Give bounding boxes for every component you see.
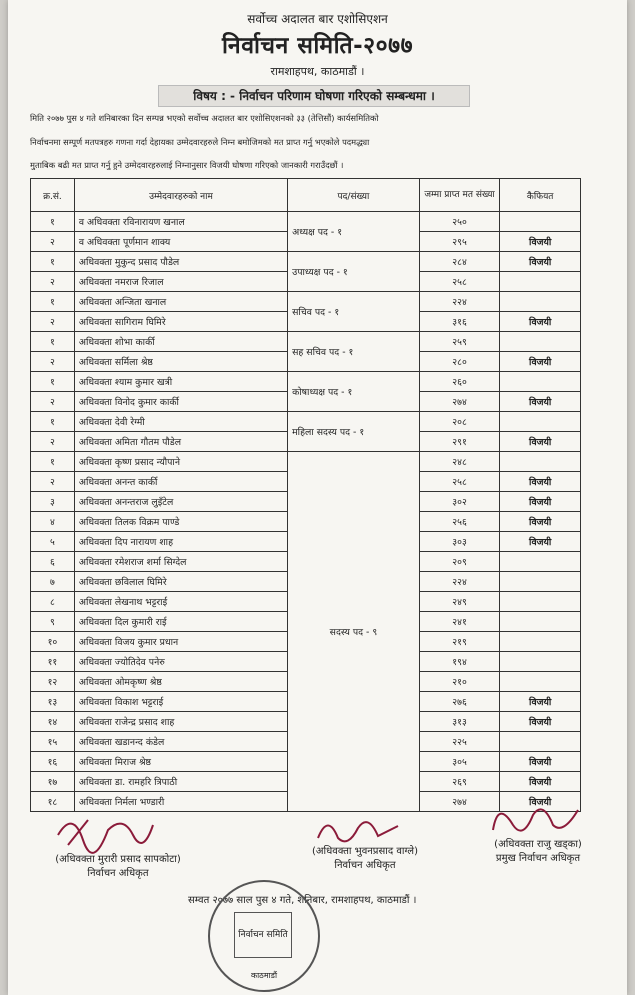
cell-candidate-name: अधिवक्ता लेखनाथ भट्टराई: [74, 592, 287, 612]
cell-post: महिला सदस्य पद - १: [288, 412, 420, 452]
cell-remark: विजयी: [500, 472, 581, 492]
cell-votes: ३१३: [419, 712, 500, 732]
cell-candidate-name: अधिवक्ता देवी रेग्मी: [74, 412, 287, 432]
cell-candidate-name: अधिवक्ता मुकुन्द प्रसाद पौडेल: [74, 252, 287, 272]
cell-candidate-name: अधिवक्ता विजय कुमार प्रधान: [74, 632, 287, 652]
cell-sn: १५: [31, 732, 75, 752]
cell-remark: [500, 672, 581, 692]
intro-line-2: निर्वाचनमा सम्पूर्ण मतपत्रहरु गणना गर्दा देहायका उम्मेदवारहरुले निम्न बमोजिमको मत प्राप्त गर्नु भएकोले पदमद्ध्या: [30, 137, 370, 147]
cell-remark: विजयी: [500, 772, 581, 792]
cell-votes: २२४: [419, 292, 500, 312]
cell-votes: २२४: [419, 572, 500, 592]
signature-2-name: (अधिवक्ता भुवनप्रसाद वाग्ले): [312, 846, 418, 857]
footer-date: सम्वत २०७७ साल पुस ४ गते, शनिबार, रामशाहपथ, काठमाडौं ।: [188, 895, 417, 906]
cell-candidate-name: अधिवक्ता श्याम कुमार खत्री: [74, 372, 287, 392]
cell-remark: [500, 632, 581, 652]
cell-sn: २: [31, 352, 75, 372]
cell-post: कोषाध्यक्ष पद - १: [288, 372, 420, 412]
cell-remark: विजयी: [500, 232, 581, 252]
cell-remark: [500, 292, 581, 312]
table-row: [31, 212, 581, 232]
cell-votes: ३०३: [419, 532, 500, 552]
cell-votes: २४१: [419, 612, 500, 632]
signature-1-role: निर्वाचन अधिकृत: [87, 868, 149, 879]
document-title: निर्वाचन समिति-२०७७: [221, 33, 414, 59]
cell-votes: २९५: [419, 232, 500, 252]
cell-remark: विजयी: [500, 512, 581, 532]
signature-3: [453, 838, 623, 866]
cell-remark: [500, 612, 581, 632]
cell-votes: २१०: [419, 672, 500, 692]
cell-remark: विजयी: [500, 692, 581, 712]
cell-candidate-name: अधिवक्ता कृष्ण प्रसाद न्यौपाने: [74, 452, 287, 472]
signature-3-role: प्रमुख निर्वाचन अधिकृत: [495, 853, 581, 864]
table-row: [31, 252, 581, 272]
cell-sn: १: [31, 452, 75, 472]
cell-candidate-name: अधिवक्ता दिल कुमारी राई: [74, 612, 287, 632]
cell-sn: ४: [31, 512, 75, 532]
cell-candidate-name: अधिवक्ता रमेशराज शर्मा सिग्देल: [74, 552, 287, 572]
cell-remark: विजयी: [500, 492, 581, 512]
signature-1-name: (अधिवक्ता मुरारी प्रसाद सापकोटा): [55, 854, 181, 865]
cell-post: सदस्य पद - ९: [288, 452, 420, 812]
cell-remark: [500, 732, 581, 752]
header-name: उम्मेदवारहरुको नाम: [74, 179, 287, 212]
header-sn: क्र.सं.: [31, 179, 75, 212]
signature-1-mark: [48, 805, 158, 855]
cell-candidate-name: अधिवक्ता शोभा कार्की: [74, 332, 287, 352]
cell-votes: २६९: [419, 772, 500, 792]
cell-remark: विजयी: [500, 752, 581, 772]
cell-sn: २: [31, 472, 75, 492]
cell-candidate-name: अधिवक्ता ज्योतिदेव पनेरु: [74, 652, 287, 672]
cell-votes: २७४: [419, 792, 500, 812]
cell-post: अध्यक्ष पद - १: [288, 212, 420, 252]
cell-sn: १८: [31, 792, 75, 812]
cell-remark: [500, 452, 581, 472]
signature-3-name: (अधिवक्ता राजु खड्का): [494, 839, 582, 850]
cell-votes: २२५: [419, 732, 500, 752]
cell-sn: ५: [31, 532, 75, 552]
cell-candidate-name: अधिवक्ता अमिता गौतम पौडेल: [74, 432, 287, 452]
cell-candidate-name: अधिवक्ता अन्जिता खनाल: [74, 292, 287, 312]
cell-post: सह सचिव पद - १: [288, 332, 420, 372]
cell-candidate-name: अधिवक्ता सर्मिला श्रेष्ठ: [74, 352, 287, 372]
table-body: [31, 212, 581, 812]
cell-remark: विजयी: [500, 352, 581, 372]
cell-remark: विजयी: [500, 792, 581, 812]
cell-candidate-name: अधिवक्ता डा. रामहरि त्रिपाठी: [74, 772, 287, 792]
results-table: [30, 178, 581, 812]
cell-remark: [500, 652, 581, 672]
cell-remark: [500, 332, 581, 352]
cell-sn: १७: [31, 772, 75, 792]
cell-votes: २०८: [419, 412, 500, 432]
cell-candidate-name: अधिवक्ता तिलक विक्रम पाण्डे: [74, 512, 287, 532]
cell-remark: [500, 592, 581, 612]
cell-votes: २६०: [419, 372, 500, 392]
cell-sn: १६: [31, 752, 75, 772]
cell-remark: विजयी: [500, 312, 581, 332]
table-row: [31, 372, 581, 392]
cell-sn: २: [31, 272, 75, 292]
place-line: रामशाहपथ, काठमाडौं ।: [270, 65, 365, 78]
cell-candidate-name: अधिवक्ता निर्मला भण्डारी: [74, 792, 287, 812]
cell-votes: २५०: [419, 212, 500, 232]
cell-candidate-name: अधिवक्ता विकाश भट्टराई: [74, 692, 287, 712]
cell-sn: १०: [31, 632, 75, 652]
cell-candidate-name: अधिवक्ता सागिराम घिमिरे: [74, 312, 287, 332]
cell-candidate-name: व अधिवक्ता पूर्णमान शाक्य: [74, 232, 287, 252]
cell-candidate-name: अधिवक्ता खडानन्द कंडेल: [74, 732, 287, 752]
cell-sn: १४: [31, 712, 75, 732]
cell-remark: [500, 572, 581, 592]
cell-candidate-name: व अधिवक्ता रविनारायण खनाल: [74, 212, 287, 232]
cell-votes: २५६: [419, 512, 500, 532]
header-post: पद/संख्या: [288, 179, 420, 212]
header-remarks: कैफियत: [500, 179, 581, 212]
intro-line-1: मिति २०७७ पुस ४ गते शनिबारका दिन सम्पन्न भएको सर्वोच्च अदालत बार एशोसिएशनको ३३ (तेत्तिसौं) कार्यसमितिको: [30, 113, 379, 123]
cell-sn: ६: [31, 552, 75, 572]
cell-sn: १२: [31, 672, 75, 692]
cell-post: सचिव पद - १: [288, 292, 420, 332]
signature-1: [28, 853, 208, 881]
table-row: [31, 452, 581, 472]
signature-2-role: निर्वाचन अधिकृत: [334, 860, 396, 871]
cell-candidate-name: अधिवक्ता दिप नारायण शाह: [74, 532, 287, 552]
cell-remark: विजयी: [500, 532, 581, 552]
cell-remark: विजयी: [500, 712, 581, 732]
cell-sn: ९: [31, 612, 75, 632]
stamp-inner-text: निर्वाचन समिति: [234, 912, 292, 958]
cell-votes: २५९: [419, 332, 500, 352]
cell-votes: ३१६: [419, 312, 500, 332]
cell-votes: २८४: [419, 252, 500, 272]
cell-sn: १: [31, 412, 75, 432]
cell-remark: [500, 412, 581, 432]
cell-sn: ७: [31, 572, 75, 592]
table-row: [31, 332, 581, 352]
cell-votes: २७४: [419, 392, 500, 412]
table-row: [31, 292, 581, 312]
cell-candidate-name: अधिवक्ता अनन्तराज लुइँटेल: [74, 492, 287, 512]
cell-remark: विजयी: [500, 432, 581, 452]
cell-sn: ११: [31, 652, 75, 672]
cell-sn: २: [31, 432, 75, 452]
cell-sn: २: [31, 392, 75, 412]
cell-remark: विजयी: [500, 392, 581, 412]
cell-candidate-name: अधिवक्ता ओमकृष्ण श्रेष्ठ: [74, 672, 287, 692]
official-stamp: [208, 880, 320, 992]
cell-sn: २: [31, 312, 75, 332]
cell-sn: १: [31, 332, 75, 352]
cell-votes: २८०: [419, 352, 500, 372]
cell-sn: ३: [31, 492, 75, 512]
stamp-bottom-text: काठमाडौं: [250, 971, 278, 980]
organization-name: सर्वोच्च अदालत बार एशोसिएशन: [247, 12, 388, 26]
cell-votes: २४८: [419, 452, 500, 472]
cell-remark: [500, 272, 581, 292]
cell-votes: २७६: [419, 692, 500, 712]
cell-votes: ३०५: [419, 752, 500, 772]
cell-remark: [500, 552, 581, 572]
cell-remark: विजयी: [500, 252, 581, 272]
cell-votes: ३०२: [419, 492, 500, 512]
signature-2: [280, 845, 450, 873]
cell-votes: २९१: [419, 432, 500, 452]
cell-sn: ८: [31, 592, 75, 612]
cell-votes: १९४: [419, 652, 500, 672]
subject-line: विषय : - निर्वाचन परिणाम घोषणा गरिएको सम्बन्धमा ।: [158, 85, 470, 107]
cell-votes: २५८: [419, 272, 500, 292]
table-row: [31, 412, 581, 432]
table-header-row: [31, 179, 581, 212]
cell-sn: १: [31, 372, 75, 392]
cell-sn: १: [31, 212, 75, 232]
intro-line-3: मुताबिक बढी मत प्राप्त गर्नु हुने उम्मेदवारहरुलाई निम्नानुसार विजयी घोषणा गरिएको जानकारी गराउँदछौं ।: [30, 160, 344, 170]
cell-remark: [500, 372, 581, 392]
cell-sn: २: [31, 232, 75, 252]
cell-candidate-name: अधिवक्ता नमराज रिजाल: [74, 272, 287, 292]
cell-votes: २१९: [419, 632, 500, 652]
cell-post: उपाध्यक्ष पद - १: [288, 252, 420, 292]
cell-votes: २०९: [419, 552, 500, 572]
cell-candidate-name: अधिवक्ता छविलाल घिमिरे: [74, 572, 287, 592]
cell-sn: १३: [31, 692, 75, 712]
cell-votes: २५८: [419, 472, 500, 492]
cell-sn: १: [31, 252, 75, 272]
cell-remark: [500, 212, 581, 232]
cell-candidate-name: अधिवक्ता विनोद कुमार कार्की: [74, 392, 287, 412]
document-page: [8, 0, 627, 995]
cell-candidate-name: अधिवक्ता अनन्त कार्की: [74, 472, 287, 492]
cell-votes: २४९: [419, 592, 500, 612]
cell-candidate-name: अधिवक्ता राजेन्द्र प्रसाद शाह: [74, 712, 287, 732]
header-votes: जम्मा प्राप्त मत संख्या: [419, 179, 500, 212]
cell-sn: १: [31, 292, 75, 312]
cell-candidate-name: अधिवक्ता मिराज श्रेष्ठ: [74, 752, 287, 772]
